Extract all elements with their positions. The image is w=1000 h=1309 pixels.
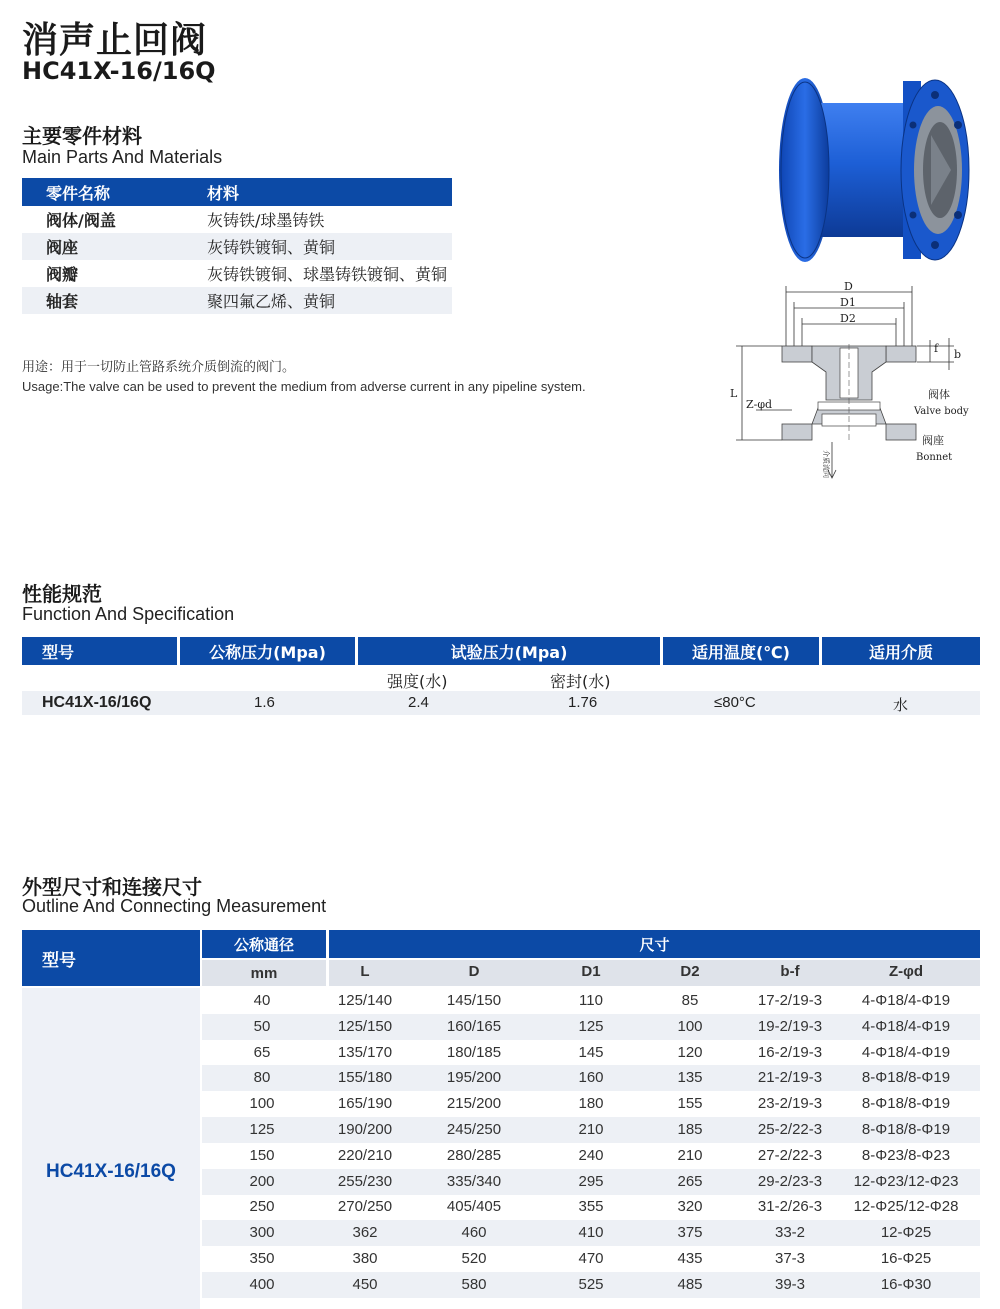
dims-col-mm: mm bbox=[202, 960, 326, 986]
dim-label-f: f bbox=[934, 342, 939, 355]
dims-cell: 450 bbox=[352, 1275, 378, 1293]
dims-cell: 295 bbox=[578, 1172, 604, 1190]
dims-cell: 8-Φ18/8-Φ19 bbox=[861, 1069, 951, 1087]
dims-header-dn: 公称通径 bbox=[202, 930, 326, 958]
part-material: 聚四氟乙烯、黄铜 bbox=[207, 292, 336, 311]
dims-cell: 155 bbox=[677, 1095, 703, 1113]
dims-cell: 300 bbox=[249, 1224, 275, 1242]
table-row bbox=[22, 206, 452, 233]
part-material: 灰铸铁/球墨铸铁 bbox=[207, 211, 325, 230]
spec-temperature-value: ≤80°C bbox=[714, 694, 756, 711]
model-title: HC41X-16/16Q bbox=[22, 57, 216, 85]
usage-text-en: Usage:The valve can be used to prevent the medium from adverse current in any pipeline system. bbox=[22, 379, 586, 394]
dim-label-zphid: Z-φd bbox=[746, 398, 773, 411]
table-row bbox=[22, 233, 452, 260]
dims-cell: 23-2/19-3 bbox=[757, 1095, 823, 1113]
part-material: 灰铸铁镀铜、球墨铸铁镀铜、黄铜 bbox=[207, 265, 448, 284]
dims-cell: 265 bbox=[677, 1172, 703, 1190]
dims-col-header: D bbox=[468, 963, 480, 980]
dims-cell: 120 bbox=[677, 1043, 703, 1061]
dims-cell: 16-2/19-3 bbox=[757, 1043, 823, 1061]
label-body-en: Valve body bbox=[914, 406, 969, 417]
dims-cell: 250 bbox=[249, 1198, 275, 1216]
dims-cell: 400 bbox=[249, 1275, 275, 1293]
dims-cell: 8-Φ18/8-Φ19 bbox=[861, 1095, 951, 1113]
table-row bbox=[202, 1220, 980, 1246]
spec-section-title-en: Function And Specification bbox=[22, 604, 235, 624]
table-row bbox=[202, 1194, 980, 1220]
parts-header-material: 材料 bbox=[207, 183, 240, 203]
dims-cell: 470 bbox=[578, 1250, 604, 1267]
dims-cell: 210 bbox=[578, 1121, 604, 1138]
parts-table bbox=[22, 178, 452, 314]
dims-cell: 155/180 bbox=[337, 1069, 393, 1087]
table-row bbox=[202, 988, 980, 1014]
dims-cell: 355 bbox=[578, 1198, 604, 1216]
dims-cell: 12-Φ25/12-Φ28 bbox=[853, 1198, 959, 1216]
dims-cell: 255/230 bbox=[337, 1172, 393, 1190]
part-name: 阀体/阀盖 bbox=[46, 211, 116, 230]
dim-label-d2: D2 bbox=[840, 312, 856, 325]
dims-cell: 135 bbox=[677, 1069, 703, 1087]
spec-strength-value: 2.4 bbox=[408, 694, 429, 711]
dims-cell: 125 bbox=[249, 1121, 275, 1138]
table-row bbox=[202, 1014, 980, 1040]
usage-text-cn: 用途：用于一切防止管路系统介质倒流的阀门。 bbox=[22, 360, 296, 375]
spec-header-nominal-pressure: 公称压力(Mpa) bbox=[180, 637, 355, 665]
dims-col-header: D1 bbox=[581, 963, 601, 980]
dims-cell: 65 bbox=[253, 1043, 271, 1061]
parts-table-header bbox=[22, 178, 452, 206]
dims-cell: 240 bbox=[578, 1146, 604, 1164]
dims-cell: 335/340 bbox=[446, 1172, 502, 1190]
dims-cell: 320 bbox=[677, 1198, 703, 1216]
spec-subheader-row bbox=[22, 667, 980, 691]
dims-cell: 16-Φ25 bbox=[880, 1250, 932, 1267]
spec-sub-seal: 密封(水) bbox=[550, 672, 611, 691]
dims-cell: 220/210 bbox=[337, 1146, 393, 1164]
dims-cell: 16-Φ30 bbox=[880, 1275, 932, 1293]
dims-col-header: b-f bbox=[780, 963, 800, 980]
part-name: 阀瓣 bbox=[46, 265, 79, 284]
dims-cell: 185 bbox=[677, 1121, 703, 1138]
spec-header-medium: 适用介质 bbox=[822, 637, 980, 665]
dims-cell: 520 bbox=[461, 1250, 487, 1267]
dims-cell: 380 bbox=[352, 1250, 378, 1267]
dims-cell: 31-2/26-3 bbox=[757, 1198, 823, 1216]
spec-header-test-pressure: 试验压力(Mpa) bbox=[358, 637, 660, 665]
label-body-cn: 阀体 bbox=[928, 388, 950, 401]
dims-cell: 460 bbox=[461, 1224, 487, 1242]
table-row bbox=[202, 1065, 980, 1091]
dims-col-header: D2 bbox=[680, 963, 700, 980]
valve-photo bbox=[775, 75, 970, 265]
dims-cell: 80 bbox=[253, 1069, 271, 1087]
label-bonnet-cn: 阀座 bbox=[922, 434, 944, 447]
part-material: 灰铸铁镀铜、黄铜 bbox=[207, 238, 336, 257]
dims-cell: 405/405 bbox=[446, 1198, 502, 1216]
dims-cell: 245/250 bbox=[446, 1121, 502, 1138]
label-bonnet-en: Bonnet bbox=[916, 452, 953, 463]
dim-label-d1: D1 bbox=[840, 296, 856, 309]
dim-label-b: b bbox=[954, 348, 962, 361]
dims-header-size: 尺寸 bbox=[329, 930, 980, 958]
spec-sub-strength: 强度(水) bbox=[387, 672, 448, 691]
table-row bbox=[202, 1091, 980, 1117]
dims-header-model: 型号 bbox=[22, 930, 200, 986]
dims-cell: 4-Φ18/4-Φ19 bbox=[861, 1043, 951, 1061]
table-row bbox=[202, 1117, 980, 1143]
spec-model: HC41X-16/16Q bbox=[42, 694, 152, 711]
dims-cell: 375 bbox=[677, 1224, 703, 1242]
spec-header-model: 型号 bbox=[22, 637, 177, 665]
dims-cell: 580 bbox=[461, 1275, 487, 1293]
dims-cell: 150 bbox=[249, 1146, 275, 1164]
dims-section-title-cn: 外型尺寸和连接尺寸 bbox=[22, 875, 202, 899]
part-name: 阀座 bbox=[46, 238, 79, 257]
table-row bbox=[22, 691, 980, 715]
spec-section-title-cn: 性能规范 bbox=[22, 582, 102, 606]
dims-cell: 145 bbox=[578, 1043, 604, 1061]
dims-cell: 215/200 bbox=[446, 1095, 502, 1113]
spec-nominal-pressure: 1.6 bbox=[254, 694, 275, 711]
dims-cell: 110 bbox=[579, 992, 603, 1009]
dims-cell: 160/165 bbox=[446, 1017, 502, 1035]
dims-cell: 485 bbox=[677, 1275, 703, 1293]
dims-cell: 4-Φ18/4-Φ19 bbox=[861, 1017, 951, 1035]
dims-cell: 12-Φ23/12-Φ23 bbox=[853, 1172, 959, 1190]
table-row bbox=[202, 1272, 980, 1298]
dims-cell: 125/140 bbox=[337, 992, 393, 1009]
table-row bbox=[202, 1246, 980, 1272]
dims-cell: 100 bbox=[249, 1095, 275, 1113]
dims-cell: 362 bbox=[352, 1224, 378, 1242]
dims-col-band bbox=[329, 960, 980, 986]
dims-cell: 17-2/19-3 bbox=[757, 992, 823, 1009]
spec-seal-value: 1.76 bbox=[568, 694, 598, 711]
dims-cell: 160 bbox=[578, 1069, 604, 1087]
dims-cell: 39-3 bbox=[774, 1275, 806, 1293]
parts-section-title-en: Main Parts And Materials bbox=[22, 147, 223, 167]
dims-cell: 135/170 bbox=[337, 1043, 393, 1061]
label-flow: 介质流向 bbox=[822, 450, 830, 478]
dims-cell: 25-2/22-3 bbox=[757, 1121, 823, 1138]
dims-model-cell: HC41X-16/16Q bbox=[22, 988, 200, 1309]
dims-cell: 280/285 bbox=[446, 1146, 502, 1164]
dims-cell: 29-2/23-3 bbox=[757, 1172, 823, 1190]
dims-cell: 4-Φ18/4-Φ19 bbox=[861, 992, 951, 1009]
spec-medium-value: 水 bbox=[893, 697, 909, 714]
dims-cell: 200 bbox=[249, 1172, 275, 1190]
dims-cell: 435 bbox=[677, 1250, 703, 1267]
dims-cell: 125 bbox=[578, 1017, 604, 1035]
dims-cell: 210 bbox=[677, 1146, 703, 1164]
page-title: 消声止回阀 bbox=[22, 20, 208, 61]
dims-cell: 180 bbox=[578, 1095, 604, 1113]
part-name: 轴套 bbox=[46, 292, 79, 311]
dims-cell: 85 bbox=[681, 992, 699, 1009]
dims-cell: 12-Φ25 bbox=[880, 1224, 932, 1242]
dims-cell: 19-2/19-3 bbox=[757, 1017, 823, 1035]
dims-cell: 410 bbox=[578, 1224, 604, 1242]
dims-cell: 100 bbox=[677, 1017, 703, 1035]
dims-cell: 37-3 bbox=[774, 1250, 806, 1267]
dim-label-d: D bbox=[844, 282, 853, 293]
dims-cell: 50 bbox=[253, 1017, 271, 1035]
dims-cell: 125/150 bbox=[337, 1017, 393, 1035]
valve-section-diagram bbox=[722, 282, 984, 492]
dims-cell: 270/250 bbox=[337, 1198, 393, 1216]
table-row bbox=[202, 1143, 980, 1169]
table-row bbox=[22, 260, 452, 287]
dims-cell: 40 bbox=[253, 992, 271, 1009]
dims-cell: 8-Φ18/8-Φ19 bbox=[861, 1121, 951, 1138]
dims-cell: 350 bbox=[249, 1250, 275, 1267]
dims-cell: 27-2/22-3 bbox=[757, 1146, 823, 1164]
dims-cell: 195/200 bbox=[446, 1069, 502, 1087]
parts-header-name: 零件名称 bbox=[46, 183, 111, 203]
table-row bbox=[202, 1040, 980, 1066]
dims-cell: 21-2/19-3 bbox=[757, 1069, 823, 1087]
dims-cell: 145/150 bbox=[446, 992, 502, 1009]
table-row bbox=[202, 1169, 980, 1195]
spec-header-temperature: 适用温度(℃) bbox=[663, 637, 819, 665]
table-row bbox=[22, 287, 452, 314]
dims-cell: 190/200 bbox=[337, 1121, 393, 1138]
dims-col-header: L bbox=[360, 963, 370, 980]
dims-col-header: Z-φd bbox=[888, 963, 924, 980]
parts-section-title-cn: 主要零件材料 bbox=[22, 124, 142, 148]
dims-cell: 165/190 bbox=[337, 1095, 393, 1113]
dims-cell: 8-Φ23/8-Φ23 bbox=[861, 1146, 951, 1164]
dims-section-title-en: Outline And Connecting Measurement bbox=[22, 896, 327, 916]
dims-cell: 525 bbox=[578, 1275, 604, 1293]
dims-cell: 33-2 bbox=[774, 1224, 806, 1242]
dims-cell: 180/185 bbox=[446, 1043, 502, 1061]
dim-label-l: L bbox=[730, 387, 738, 400]
